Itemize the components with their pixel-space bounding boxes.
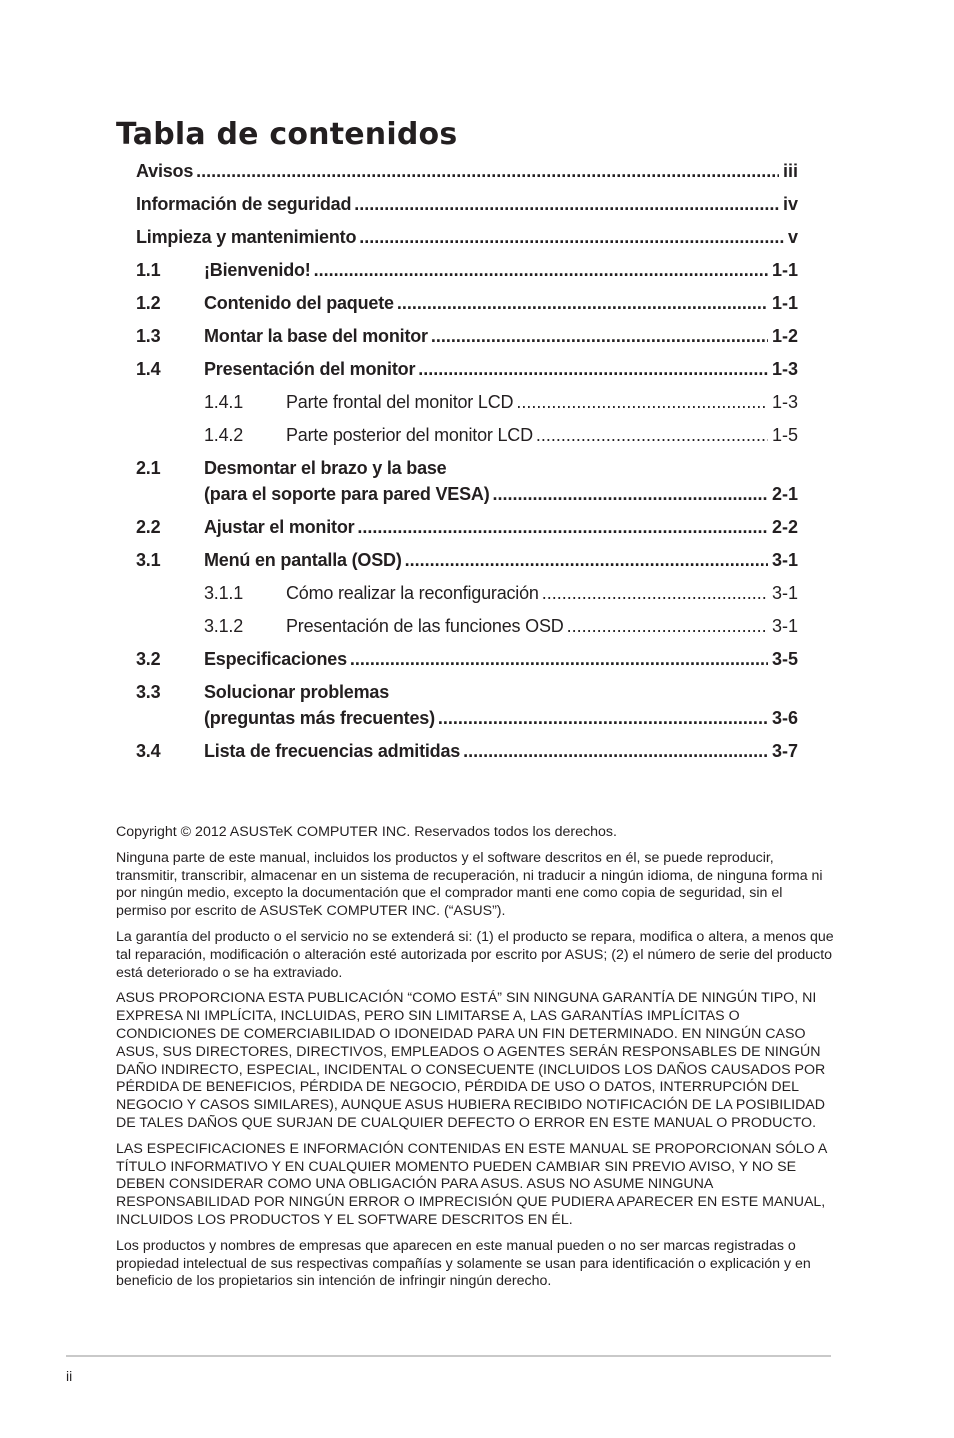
toc-entry-number: 2.2 [136, 517, 161, 537]
toc-entry-page: iii [782, 161, 798, 181]
toc-leader-dots [463, 741, 768, 762]
toc-entry-label: Lista de frecuencias admitidas [204, 741, 461, 761]
toc-entry[interactable] [136, 158, 798, 191]
legal-paragraph: Los productos y nombres de empresas que aparecen en este manual pueden o no ser marcas registradas o propiedad intelectual de sus respectivas compañías y solamente se usan para identificación o explicación y en beneficio de los propietarios sin intención de infringir ningún derecho. [116, 1237, 811, 1290]
toc-entry[interactable] [136, 547, 798, 580]
toc-entry-label: Cómo realizar la reconfiguración [286, 583, 539, 603]
toc-leader-dots [350, 649, 768, 670]
toc-entry-label: Avisos [136, 161, 194, 181]
toc-entry-number: 3.4 [136, 741, 161, 761]
toc-leader-dots [516, 392, 768, 413]
toc-entry-page: 3-5 [771, 649, 798, 669]
toc-entry-page: 3-1 [771, 583, 798, 603]
toc-leader-dots [196, 161, 779, 182]
toc-entry-label: Limpieza y mantenimiento [136, 227, 357, 247]
toc-leader-dots [405, 550, 768, 571]
toc-entry-page: 1-2 [771, 326, 798, 346]
toc-leader-dots [359, 227, 784, 248]
toc-leader-dots [418, 359, 768, 380]
toc-entry-label: (preguntas más frecuentes) [204, 708, 435, 728]
toc-entry-number: 1.1 [136, 260, 161, 280]
toc-entry-number: 3.1.2 [204, 616, 244, 636]
page-number: ii [66, 1368, 73, 1384]
legal-paragraph: LAS ESPECIFICACIONES E INFORMACIÓN CONTENIDAS EN ESTE MANUAL SE PROPORCIONAN SÓLO A TÍTULO INFORMATIVO Y EN CUALQUIER MOMENTO PUEDEN CAMBIAR SIN PREVIO AVISO, Y NO SE DEBEN CONSIDERAR COMO UNA OBLIGACIÓN PARA ASUS. ASUS NO ASUME NINGUNA RESPONSABILIDAD POR NINGÚN ERROR O IMPRECISIÓN QUE PUDIERA APARECER EN ESTE MANUAL, INCLUIDOS LOS PRODUCTOS Y EL SOFTWARE DESCRITOS EN ÉL. [116, 1140, 827, 1228]
toc-entry-label: Presentación de las funciones OSD [286, 616, 564, 636]
toc-leader-dots [542, 583, 768, 604]
toc-entry-label: Contenido del paquete [204, 293, 394, 313]
toc-entry[interactable] [136, 455, 798, 514]
toc-entry-page: 1-3 [771, 392, 798, 412]
toc-entry-page: v [787, 227, 798, 247]
footer-divider [66, 1355, 831, 1357]
toc-entry-page: iv [782, 194, 798, 214]
toc-entry-label: Menú en pantalla (OSD) [204, 550, 402, 570]
toc-entry-page: 2-2 [771, 517, 798, 537]
toc-entry-page: 2-1 [771, 484, 798, 504]
toc-entry-page: 3-1 [771, 616, 798, 636]
toc-subentry[interactable] [136, 613, 798, 646]
toc-subentry[interactable] [136, 422, 798, 455]
toc-entry-number: 1.4.2 [204, 425, 244, 445]
toc-entry-label: ¡Bienvenido! [204, 260, 311, 280]
page-title: Tabla de contenidos [116, 117, 458, 152]
toc-entry-page: 1-1 [771, 293, 798, 313]
toc-leader-dots [493, 484, 768, 505]
toc-entry-label: Presentación del monitor [204, 359, 416, 379]
toc-entry-label: Parte posterior del monitor LCD [286, 425, 533, 445]
toc-subentry[interactable] [136, 389, 798, 422]
toc-entry-page: 3-6 [771, 708, 798, 728]
toc-entry[interactable] [136, 646, 798, 679]
toc-entry-number: 1.2 [136, 293, 161, 313]
toc-entry-number: 1.4.1 [204, 392, 244, 412]
toc-entry-label-line1: Desmontar el brazo y la base [204, 458, 447, 478]
legal-notice [116, 824, 834, 1299]
copyright-line: Copyright © 2012 ASUSTeK COMPUTER INC. Reservados todos los derechos. [116, 824, 617, 840]
toc-entry[interactable] [136, 514, 798, 547]
toc-entry-page: 3-1 [771, 550, 798, 570]
toc-leader-dots [314, 260, 768, 281]
toc-entry[interactable] [136, 257, 798, 290]
table-of-contents [136, 158, 798, 771]
toc-entry-page: 1-5 [771, 425, 798, 445]
toc-entry-page: 1-1 [771, 260, 798, 280]
toc-entry[interactable] [136, 323, 798, 356]
legal-paragraph: ASUS PROPORCIONA ESTA PUBLICACIÓN “COMO ESTÁ” SIN NINGUNA GARANTÍA DE NINGÚN TIPO, NI EXPRESA NI IMPLÍCITA, INCLUIDAS, PERO SIN LIMITARSE A, LAS GARANTÍAS IMPLÍCITAS O CONDICIONES DE COMERCIABILIDAD O IDONEIDAD PARA UN FIN DETERMINADO. EN NINGÚN CASO ASUS, SUS DIRECTORES, DIRECTIVOS, EMPLEADOS O AGENTES SERÁN RESPONSABLES DE NINGÚN DAÑO INDIRECTO, ESPECIAL, INCIDENTAL O CONSECUENTE (INCLUIDOS LOS DAÑOS CAUSADOS POR PÉRDIDA DE BENEFICIOS, PÉRDIDA DE NEGOCIO, PÉRDIDA DE USO O DATOS, INTERRUPCIÓN DEL NEGOCIO Y CASOS SIMILARES), AUNQUE ASUS HUBIERA RECIBIDO NOTIFICACIÓN DE LA POSIBILIDAD DE TALES DAÑOS QUE SURJAN DE CUALQUIER DEFECTO O ERROR EN ESTE MANUAL O PRODUCTO. [116, 990, 826, 1131]
legal-paragraph: La garantía del producto o el servicio no se extenderá si: (1) el producto se repara, modifica o altera, a menos que tal reparación, modificación o alteración esté autorizada por escrito por ASUS; (2) el número de serie del producto está deteriorado o se ha extraviado. [116, 928, 834, 981]
toc-entry-number: 3.3 [136, 682, 161, 702]
legal-paragraph: Ninguna parte de este manual, incluidos los productos y el software descritos en él, se puede reproducir, transmitir, transcribir, almacenar en un sistema de recuperación, ni traducir a ningún idioma, de ninguna forma ni por ningún medio, excepto la documentación que el comprador manti ene como copia de seguridad, sin el permiso por escrito de ASUSTeK COMPUTER INC. (“ASUS”). [116, 849, 823, 920]
toc-entry-label: Parte frontal del monitor LCD [286, 392, 514, 412]
toc-entry-number: 2.1 [136, 458, 161, 478]
toc-leader-dots [567, 616, 768, 637]
toc-entry[interactable] [136, 679, 798, 738]
toc-entry-page: 3-7 [771, 741, 798, 761]
toc-entry[interactable] [136, 290, 798, 323]
toc-leader-dots [397, 293, 768, 314]
toc-entry[interactable] [136, 356, 798, 389]
toc-leader-dots [354, 194, 779, 215]
toc-entry[interactable] [136, 224, 798, 257]
toc-entry-label-line1: Solucionar problemas [204, 682, 390, 702]
toc-entry-number: 1.3 [136, 326, 161, 346]
toc-entry-number: 3.1.1 [204, 583, 244, 603]
toc-entry-label: Información de seguridad [136, 194, 352, 214]
toc-entry[interactable] [136, 191, 798, 224]
toc-entry-label: Montar la base del monitor [204, 326, 428, 346]
toc-entry-label: Especificaciones [204, 649, 347, 669]
toc-leader-dots [438, 708, 768, 729]
toc-entry-number: 3.1 [136, 550, 161, 570]
toc-entry-number: 1.4 [136, 359, 161, 379]
toc-entry-label: (para el soporte para pared VESA) [204, 484, 490, 504]
toc-entry-number: 3.2 [136, 649, 161, 669]
toc-subentry[interactable] [136, 580, 798, 613]
toc-entry-page: 1-3 [771, 359, 798, 379]
toc-leader-dots [431, 326, 768, 347]
toc-entry[interactable] [136, 738, 798, 771]
toc-entry-label: Ajustar el monitor [204, 517, 355, 537]
toc-leader-dots [536, 425, 768, 446]
toc-leader-dots [357, 517, 768, 538]
